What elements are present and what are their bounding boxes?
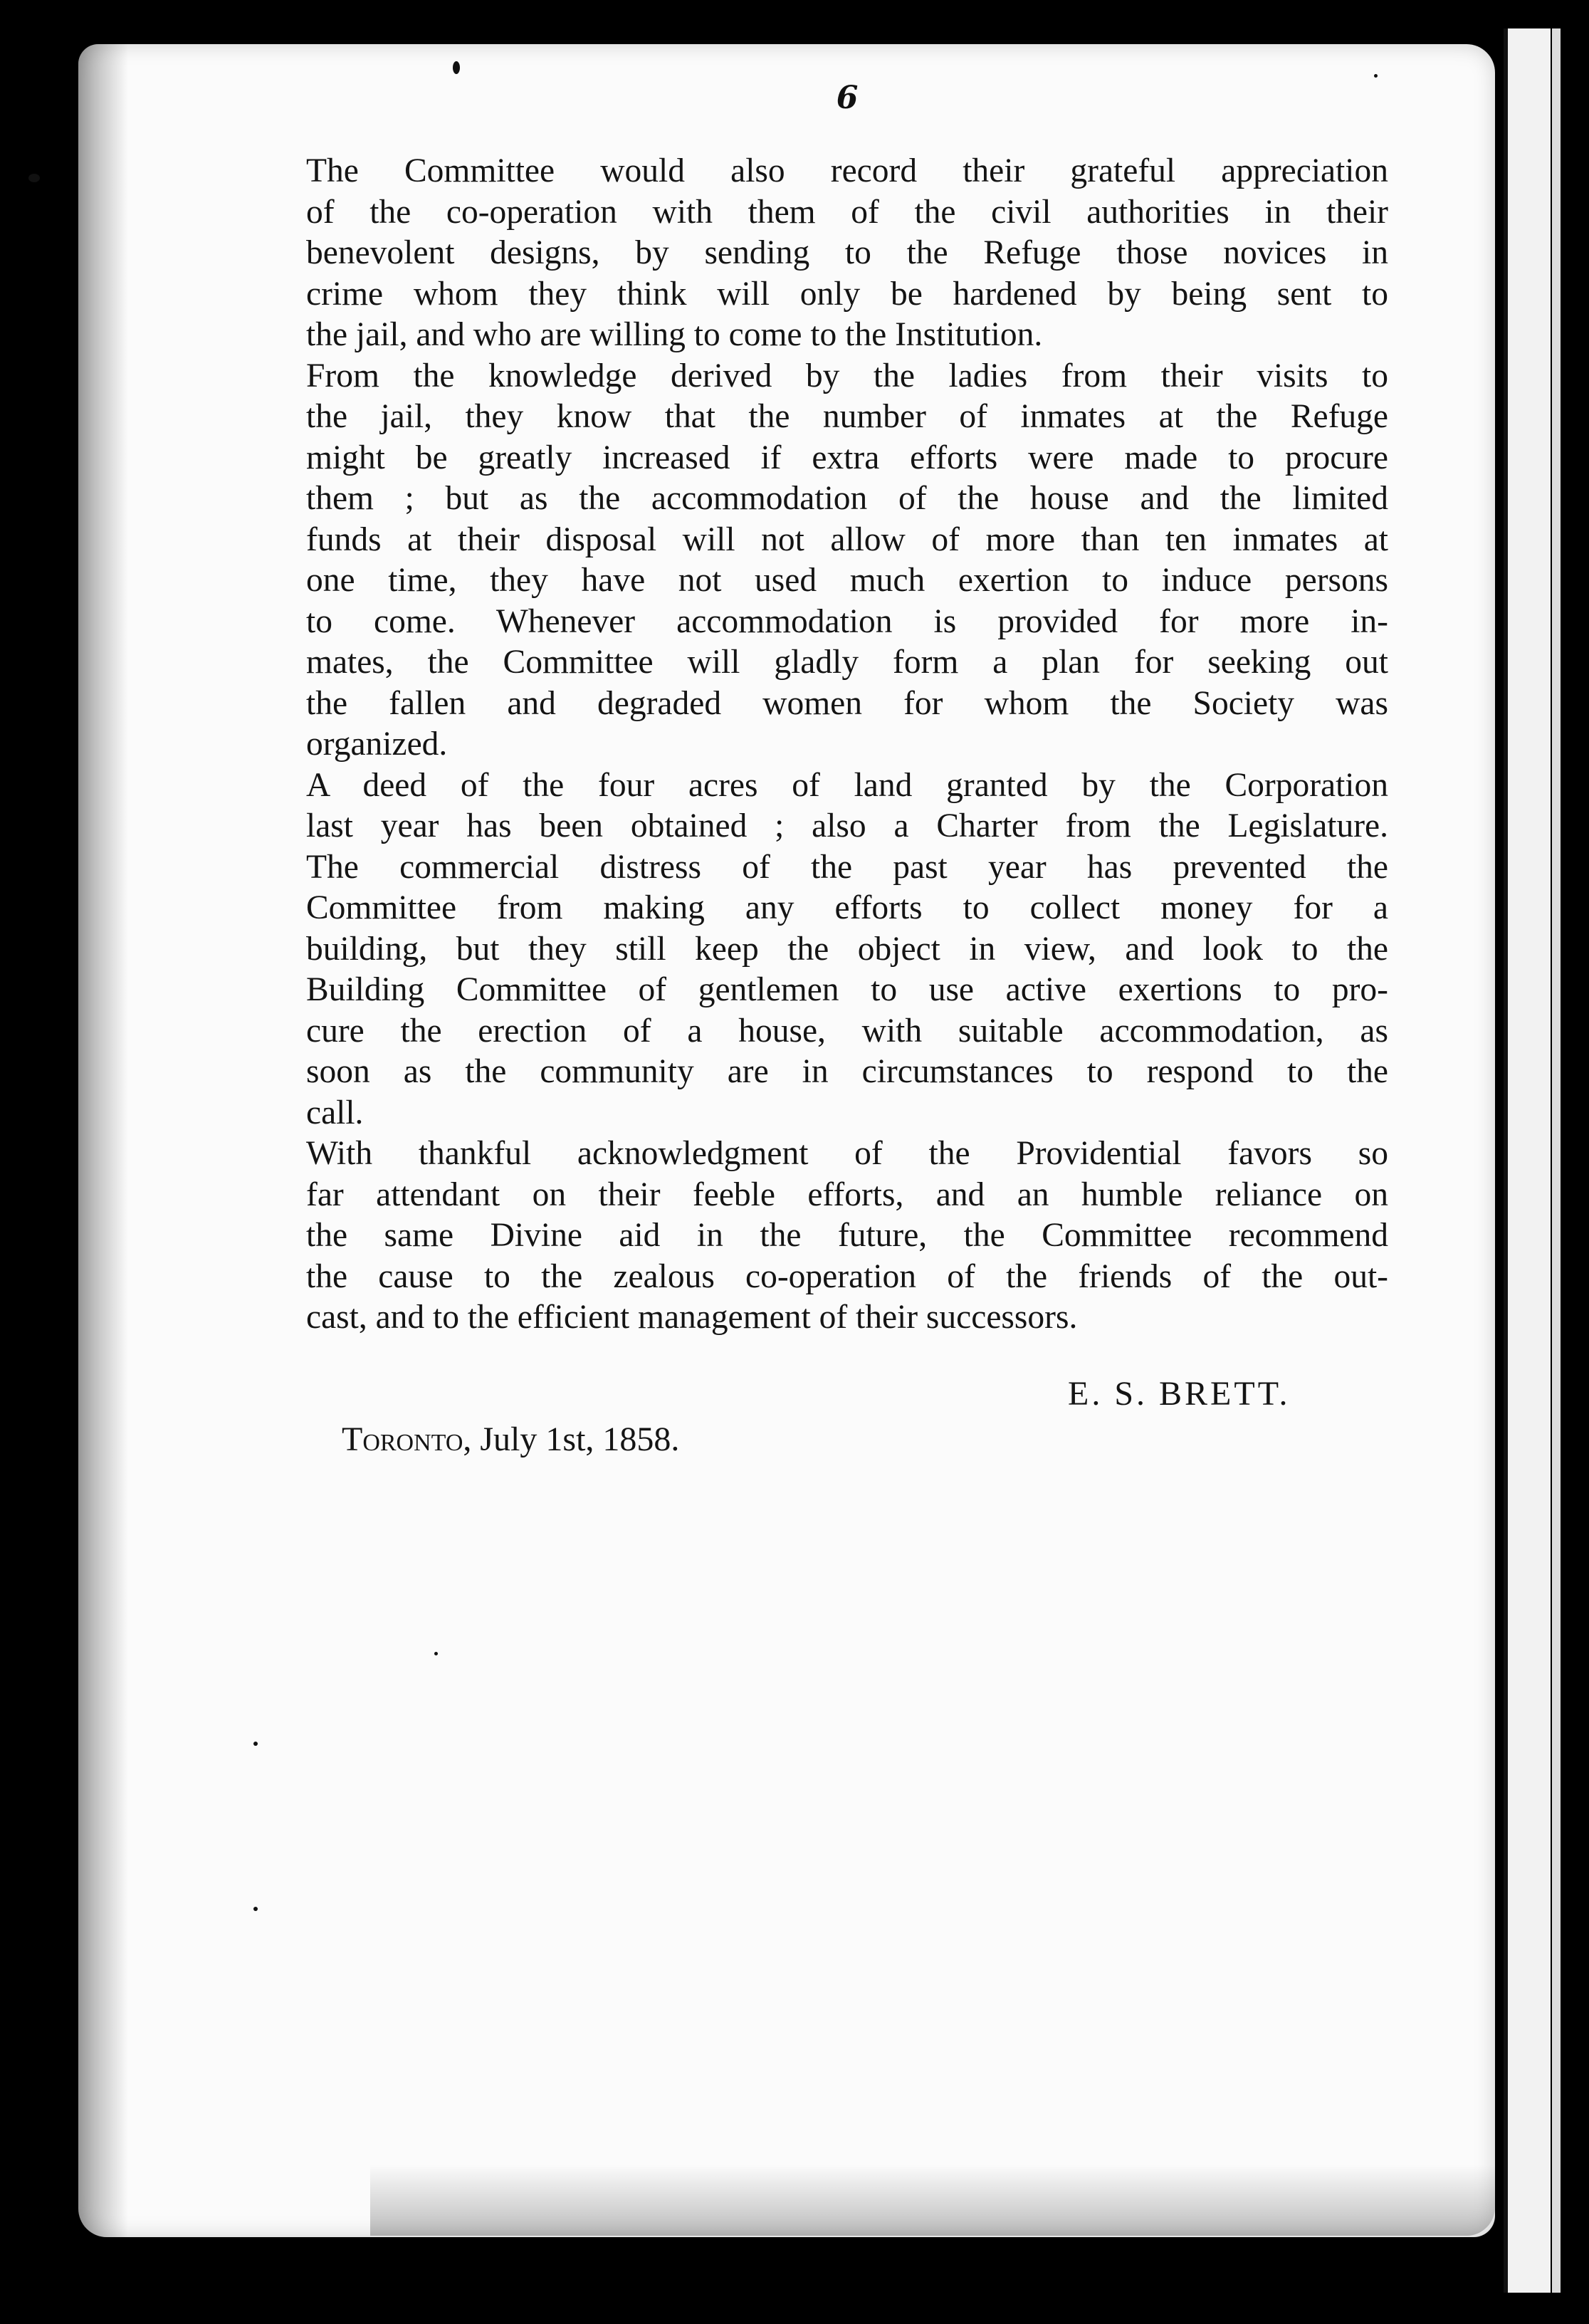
text-line: benevolent designs, by sending to the Refuge those novices in	[306, 234, 1388, 271]
text-line: cure the erection of a house, with suitable accommodation, as	[306, 1012, 1388, 1050]
text-line: The Committee would also record their grateful appreciation	[306, 152, 1388, 189]
signature: E. S. BRETT.	[1068, 1375, 1291, 1413]
text-line: might be greatly increased if extra efforts were made to procure	[306, 439, 1388, 476]
text-line: to come. Whenever accommodation is provided for more in-	[306, 602, 1388, 640]
scan-speck	[28, 174, 40, 182]
text-line: the cause to the zealous co-operation of the friends of the out-	[306, 1257, 1388, 1295]
text-line: funds at their disposal will not allow of more than ten inmates at	[306, 520, 1388, 558]
scan-speck	[453, 61, 460, 74]
dateline	[342, 1420, 679, 1459]
page-binding-shadow	[78, 44, 128, 2237]
text-line: last year has been obtained ; also a Charter from the Legislature.	[306, 807, 1388, 844]
text-line: them ; but as the accommodation of the house and the limited	[306, 480, 1388, 517]
scan-speck	[253, 1907, 258, 1911]
text-line: Committee from making any efforts to collect money for a	[306, 889, 1388, 926]
scan-speck	[253, 1742, 258, 1746]
text-line: cast, and to the efficient management of their successors.	[306, 1299, 1078, 1336]
text-line: The commercial distress of the past year has prevented the	[306, 848, 1388, 886]
text-line: far attendant on their feeble efforts, and an humble reliance on	[306, 1176, 1388, 1213]
text-line: the jail, and who are willing to come to the Institution.	[306, 316, 1043, 353]
text-line: crime whom they think will only be hardened by being sent to	[306, 275, 1388, 313]
adjacent-page-edge-inner	[1552, 28, 1561, 2293]
page-curl-shadow	[370, 2165, 1495, 2236]
text-line: the same Divine aid in the future, the Committee recommend	[306, 1217, 1388, 1254]
text-line: the jail, they know that the number of inmates at the Refuge	[306, 398, 1388, 435]
text-line: building, but they still keep the object in view, and look to the	[306, 930, 1388, 968]
text-line: mates, the Committee will gladly form a plan for seeking out	[306, 644, 1388, 681]
text-line: of the co-operation with them of the civil authorities in their	[306, 193, 1388, 231]
dateline-date: July 1st, 1858.	[471, 1420, 680, 1458]
text-line: organized.	[306, 726, 448, 763]
scan-speck	[434, 1652, 438, 1655]
text-line: Building Committee of gentlemen to use active exertions to pro-	[306, 971, 1388, 1008]
text-line: With thankful acknowledgment of the Providential favors so	[306, 1135, 1388, 1172]
page-number: 6	[836, 80, 859, 116]
adjacent-page-edge	[1504, 28, 1551, 2293]
text-line: soon as the community are in circumstances to respond to the	[306, 1053, 1388, 1090]
dateline-city: Toronto,	[342, 1420, 472, 1458]
text-line: call.	[306, 1094, 364, 1131]
scan-speck	[1374, 74, 1378, 78]
text-line: one time, they have not used much exertion to induce persons	[306, 562, 1388, 599]
text-line: the fallen and degraded women for whom the Society was	[306, 684, 1388, 722]
text-line: From the knowledge derived by the ladies from their visits to	[306, 357, 1388, 394]
text-line: A deed of the four acres of land granted by the Corporation	[306, 766, 1388, 804]
body-text	[306, 151, 1388, 1339]
